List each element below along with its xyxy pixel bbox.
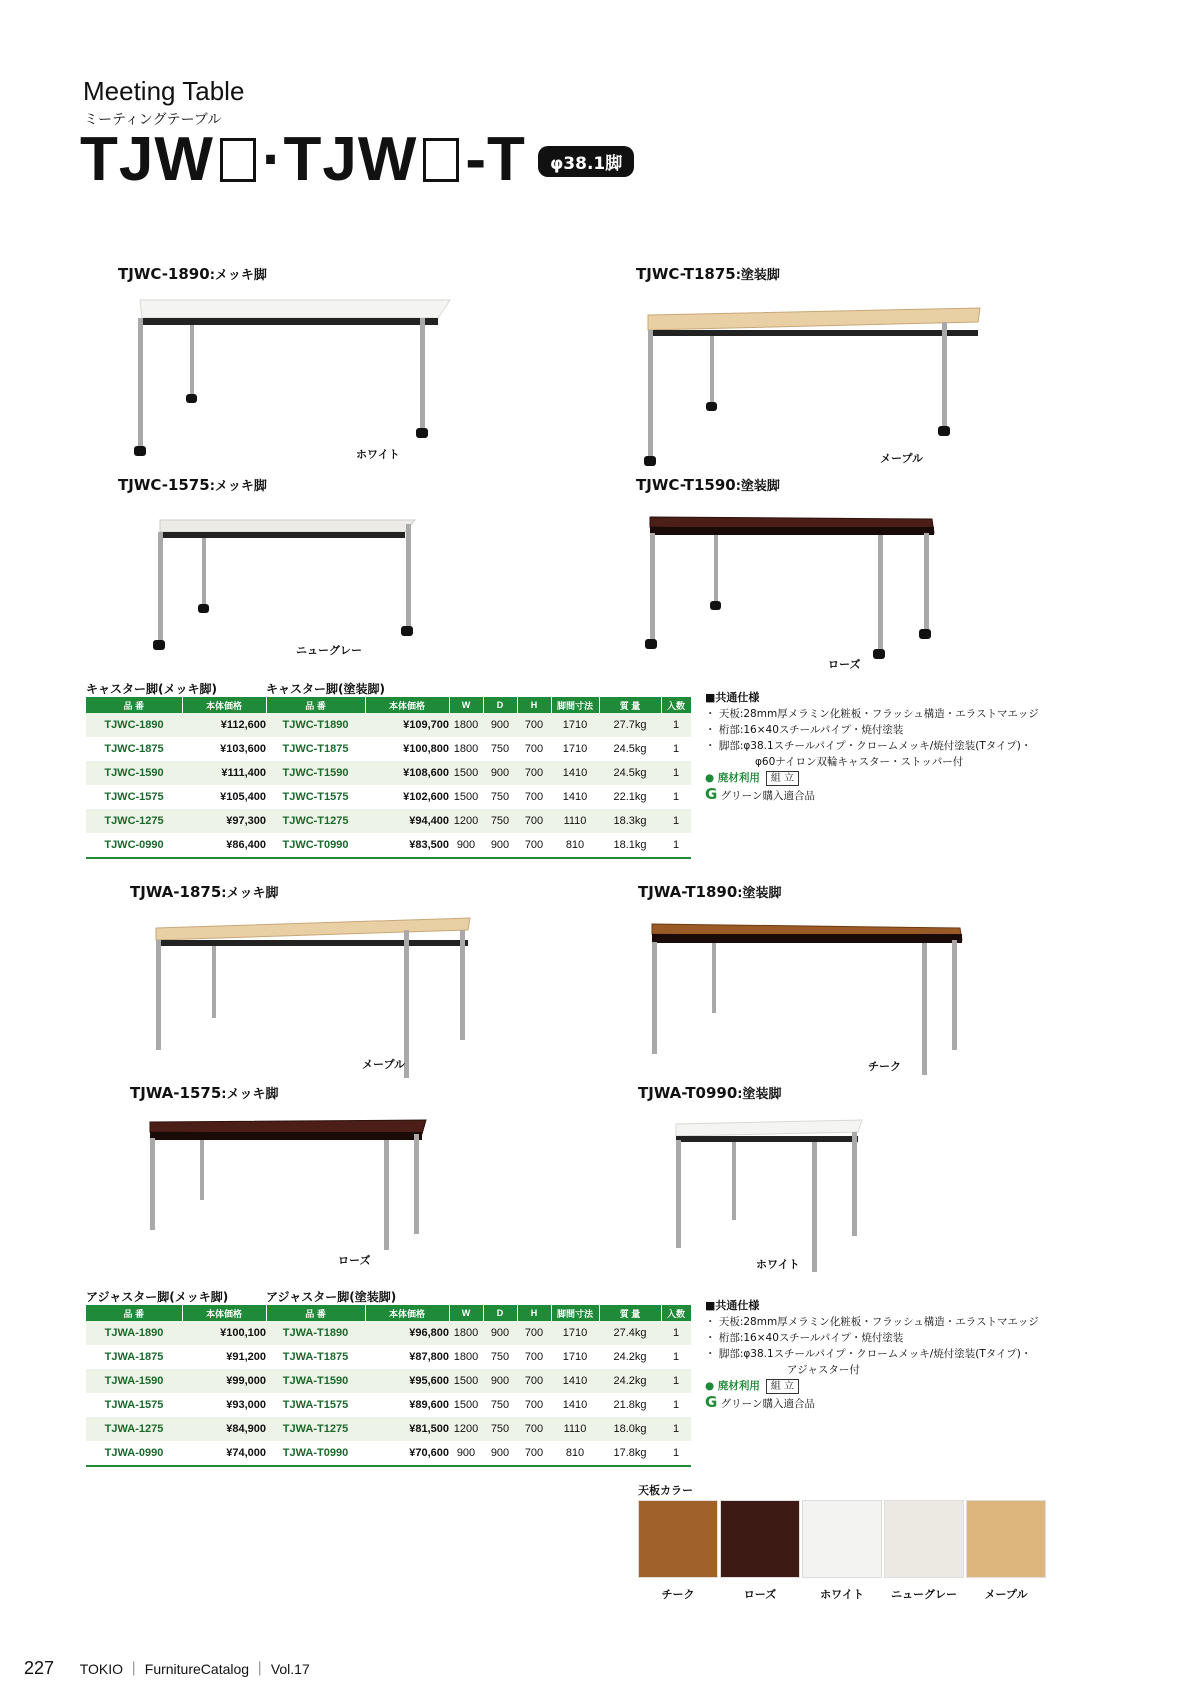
table-cell: 1 [661,833,691,858]
swatch-label: チーク [661,1588,695,1601]
table-cell: 1200 [449,1417,483,1441]
series-title-en: Meeting Table [83,76,245,106]
price-table [86,697,692,859]
table-cell: 900 [483,713,517,737]
table-cell: 22.1kg [613,791,647,803]
green-purchase-text: グリーン購入適合品 [720,790,815,802]
table-cell: 1 [661,1321,691,1345]
spec-table-caster [86,680,692,859]
page-footer [24,1658,310,1679]
recycle-row [705,770,1039,786]
table-cell: 900 [483,1321,517,1345]
table-cell: ¥109,700 [365,713,449,737]
table-cell: ¥100,800 [403,743,449,755]
table-cell: 700 [517,809,551,833]
green-purchase-row [705,786,1039,804]
table-cell: 1 [661,1441,691,1466]
table-cell: 810 [551,1441,599,1466]
catalog-info: TOKIO ｜ FurnitureCatalog ｜ Vol.17 [79,1661,310,1677]
table-cell: 27.4kg [599,1321,661,1345]
table-cell: 1410 [551,1369,599,1393]
green-g-icon: G [705,1393,718,1411]
table-cell: 1500 [449,761,483,785]
table-cell: TJWC-0990 [86,833,182,858]
product-image-table [120,290,460,470]
table-cell: 750 [490,743,510,755]
spec-line: ・ 天板:28mm厚メラミン化粧板・フラッシュ構造・エラストマエッジ [705,708,1039,720]
table-cell: 21.8kg [613,1399,647,1411]
table-cell: ¥91,200 [226,1351,266,1363]
table-caption: アジャスター脚(メッキ脚) [86,1290,229,1304]
table-cell: 1200 [449,809,483,833]
table-cell: 1 [672,743,680,755]
table-cell: 1800 [449,713,483,737]
product-label: TJWC-T1590:塗装脚 [636,476,780,494]
table-cell: 700 [517,833,551,858]
product-label: TJWC-T1875:塗装脚 [636,265,780,283]
model-part-sep: ·TJW [261,125,418,194]
table-cell: ¥103,600 [220,743,266,755]
table-cell: 900 [483,761,517,785]
table-cell: 1800 [453,743,479,755]
column-header: D [483,697,517,713]
table-cell: 1 [672,791,680,803]
color-label: チーク [868,1060,901,1073]
series-title-jp: ミーティングテーブル [84,112,222,128]
swatch-label: ホワイト [820,1588,864,1601]
product-image-table [672,1110,872,1280]
table-cell: 700 [524,743,544,755]
product-label: TJWA-1575:メッキ脚 [130,1084,279,1102]
table-cell: ¥108,600 [365,761,449,785]
leg-diameter-badge: φ38.1脚 [538,146,634,177]
table-cell: ¥86,400 [182,833,266,858]
color-label: ホワイト [356,448,400,461]
product-image-table [642,505,942,665]
table-cell: ¥100,100 [182,1321,266,1345]
table-row [86,1321,691,1345]
spec-table-adjuster [86,1288,692,1467]
table-cell: ¥111,400 [182,761,266,785]
table-cell: 900 [483,833,517,858]
color-swatch [802,1500,882,1578]
model-name [80,124,526,195]
table-cell: 700 [524,791,544,803]
table-row [86,1417,691,1441]
column-header: W [449,1305,483,1321]
placeholder-box [220,138,256,182]
column-header: 質 量 [599,1305,661,1321]
product-label: TJWA-T0990:塗装脚 [638,1084,782,1102]
table-cell: 700 [517,713,551,737]
spec-heading: ■共通仕様 [705,691,760,704]
page-number: 227 [24,1658,55,1678]
table-cell: TJWC-1575 [104,791,164,803]
column-header: 品 番 [266,1305,365,1321]
table-cell: 24.2kg [599,1369,661,1393]
table-cell: TJWC-T1875 [282,743,349,755]
table-cell: TJWA-T1590 [266,1369,365,1393]
product-label: TJWC-1890:メッキ脚 [118,265,267,283]
table-cell: 27.7kg [599,713,661,737]
table-cell: 18.3kg [599,809,661,833]
table-cell: ¥112,600 [182,713,266,737]
recycle-mark: ● 廃材利用 [705,772,760,784]
column-header: D [483,1305,517,1321]
table-cell: ¥89,600 [409,1399,449,1411]
table-cell: ¥83,500 [365,833,449,858]
table-cell: 750 [490,1399,510,1411]
table-row [86,809,691,833]
color-swatch [720,1500,800,1578]
spec-line: ・ 脚部:φ38.1スチールパイプ・クロームメッキ/焼付塗装(Tタイプ)・ [705,1348,1032,1360]
table-cell: TJWA-0990 [86,1441,182,1466]
table-cell: TJWA-T0990 [266,1441,365,1466]
table-cell: 24.5kg [613,743,647,755]
table-cell: 1 [661,761,691,785]
table-row [86,713,691,737]
table-cell: 1710 [562,743,588,755]
column-header: 入数 [661,1305,691,1321]
column-header: H [517,697,551,713]
table-cell: 700 [524,1399,544,1411]
assembly-badge: 組 立 [766,1379,799,1394]
product-image-table [648,912,968,1082]
table-caption: アジャスター脚(塗装脚) [266,1290,397,1304]
table-cell: 1 [661,809,691,833]
table-cell: ¥87,800 [409,1351,449,1363]
table-cell: ¥70,600 [365,1441,449,1466]
table-cell: 1710 [551,1321,599,1345]
model-part-suffix: -T [465,125,526,194]
table-row [86,737,691,761]
assembly-badge: 組 立 [766,771,799,786]
spec-line: ・ 桁部:16×40スチールパイプ・焼付塗装 [705,1332,904,1344]
column-header: W [449,697,483,713]
table-cell: TJWC-T0990 [266,833,365,858]
table-cell: TJWC-T1890 [266,713,365,737]
product-image-table [150,510,430,660]
table-cell: 900 [449,833,483,858]
table-header-row [86,697,691,713]
table-cell: ¥93,000 [226,1399,266,1411]
column-header: 品 番 [86,1305,182,1321]
table-caption: キャスター脚(塗装脚) [266,682,385,696]
column-header: H [517,1305,551,1321]
column-header: 本体価格 [365,697,449,713]
table-cell: 1410 [551,761,599,785]
color-label: ニューグレー [296,644,362,657]
color-label: ホワイト [756,1258,800,1271]
column-header: 脚間寸法 [551,1305,599,1321]
color-swatch [638,1500,718,1578]
column-header: 入数 [661,697,691,713]
table-cell: ¥74,000 [182,1441,266,1466]
table-row [86,761,691,785]
table-cell: TJWA-1590 [86,1369,182,1393]
table-cell: 1500 [453,1399,479,1411]
table-cell: 900 [483,1369,517,1393]
table-cell: 750 [483,1417,517,1441]
table-cell: TJWC-T1575 [282,791,349,803]
top-color-title: 天板カラー [638,1484,693,1497]
spec-line: φ60ナイロン双輪キャスター・ストッパー付 [755,756,964,768]
spec-heading: ■共通仕様 [705,1299,760,1312]
table-cell: 18.0kg [599,1417,661,1441]
table-cell: ¥96,800 [365,1321,449,1345]
table-cell: ¥99,000 [182,1369,266,1393]
table-cell: 900 [449,1441,483,1466]
table-row [86,1441,691,1466]
product-label: TJWA-T1890:塗装脚 [638,883,782,901]
table-header-row [86,1305,691,1321]
table-cell: 1110 [551,1417,599,1441]
table-cell: ¥81,500 [365,1417,449,1441]
table-cell: ¥97,300 [182,809,266,833]
table-row [86,1345,691,1369]
color-label: メープル [880,452,924,465]
spec-line: ・ 脚部:φ38.1スチールパイプ・クロームメッキ/焼付塗装(Tタイプ)・ [705,740,1032,752]
table-cell: TJWA-1275 [86,1417,182,1441]
table-cell: 1500 [453,791,479,803]
color-swatch [884,1500,964,1578]
table-cell: 700 [517,761,551,785]
table-cell: 1 [661,713,691,737]
table-cell: TJWC-1275 [86,809,182,833]
spec-line: アジャスター付 [787,1364,860,1376]
table-cell: 18.1kg [599,833,661,858]
swatch-label: ニューグレー [891,1588,957,1601]
table-cell: 700 [517,1417,551,1441]
color-label: メープル [362,1058,406,1071]
table-cell: 1 [661,1369,691,1393]
table-cell: ¥84,900 [182,1417,266,1441]
table-cell: 1 [672,1351,680,1363]
product-image-table [640,300,990,480]
table-cell: ¥102,600 [403,791,449,803]
table-cell: TJWA-1875 [104,1351,164,1363]
column-header: 品 番 [266,697,365,713]
swatch-label: ローズ [743,1588,777,1601]
table-cell: 1800 [453,1351,479,1363]
table-cell: ¥95,600 [365,1369,449,1393]
model-part-a: TJW [80,125,214,194]
table-cell: ¥105,400 [220,791,266,803]
table-cell: 700 [517,1321,551,1345]
table-cell: 1110 [551,809,599,833]
product-label: TJWA-1875:メッキ脚 [130,883,279,901]
table-cell: 810 [551,833,599,858]
swatch-label: メープル [984,1588,1028,1601]
table-cell: TJWA-T1890 [266,1321,365,1345]
common-spec-caster [705,690,1039,804]
table-cell: TJWC-T1590 [266,761,365,785]
product-image-table [146,1110,436,1260]
table-cell: TJWA-1890 [86,1321,182,1345]
table-cell: TJWA-1575 [104,1399,164,1411]
table-cell: 1500 [449,1369,483,1393]
table-cell: 1710 [562,1351,588,1363]
color-label: ローズ [338,1254,371,1267]
table-cell: 1410 [562,791,588,803]
table-cell: TJWC-1875 [104,743,164,755]
table-row [86,1393,691,1417]
green-purchase-text: グリーン購入適合品 [720,1398,815,1410]
color-swatch [966,1500,1046,1578]
price-table [86,1305,692,1467]
table-cell: 750 [490,1351,510,1363]
table-cell: 1 [672,1399,680,1411]
table-cell: 900 [483,1441,517,1466]
table-cell: 1 [661,1417,691,1441]
column-header: 本体価格 [182,697,266,713]
product-label: TJWC-1575:メッキ脚 [118,476,267,494]
table-cell: TJWC-1890 [86,713,182,737]
table-cell: 1800 [449,1321,483,1345]
table-cell: 700 [517,1441,551,1466]
spec-line: ・ 桁部:16×40スチールパイプ・焼付塗装 [705,724,904,736]
table-row [86,785,691,809]
common-spec-adjuster [705,1298,1039,1412]
table-cell: ¥94,400 [365,809,449,833]
table-cell: TJWC-1590 [86,761,182,785]
table-cell: TJWA-T1875 [282,1351,349,1363]
table-cell: TJWA-T1275 [266,1417,365,1441]
spec-line: ・ 天板:28mm厚メラミン化粧板・フラッシュ構造・エラストマエッジ [705,1316,1039,1328]
green-g-icon: G [705,785,718,803]
column-header: 本体価格 [182,1305,266,1321]
column-header: 質 量 [599,697,661,713]
table-cell: 750 [490,791,510,803]
table-cell: 17.8kg [599,1441,661,1466]
table-cell: 700 [524,1351,544,1363]
column-header: 品 番 [86,697,182,713]
table-cell: 1410 [562,1399,588,1411]
placeholder-box [423,138,459,182]
table-cell: 1710 [551,713,599,737]
color-label: ローズ [828,658,861,671]
table-cell: 24.5kg [599,761,661,785]
column-header: 本体価格 [365,1305,449,1321]
table-cell: 750 [483,809,517,833]
recycle-mark: ● 廃材利用 [705,1380,760,1392]
column-header: 脚間寸法 [551,697,599,713]
table-row [86,1369,691,1393]
green-purchase-row [705,1394,1039,1412]
table-cell: 24.2kg [613,1351,647,1363]
table-row [86,833,691,858]
table-cell: 700 [517,1369,551,1393]
table-cell: TJWC-T1275 [266,809,365,833]
product-image-table [148,910,478,1080]
table-caption: キャスター脚(メッキ脚) [86,682,217,696]
recycle-row [705,1378,1039,1394]
table-cell: TJWA-T1575 [282,1399,349,1411]
